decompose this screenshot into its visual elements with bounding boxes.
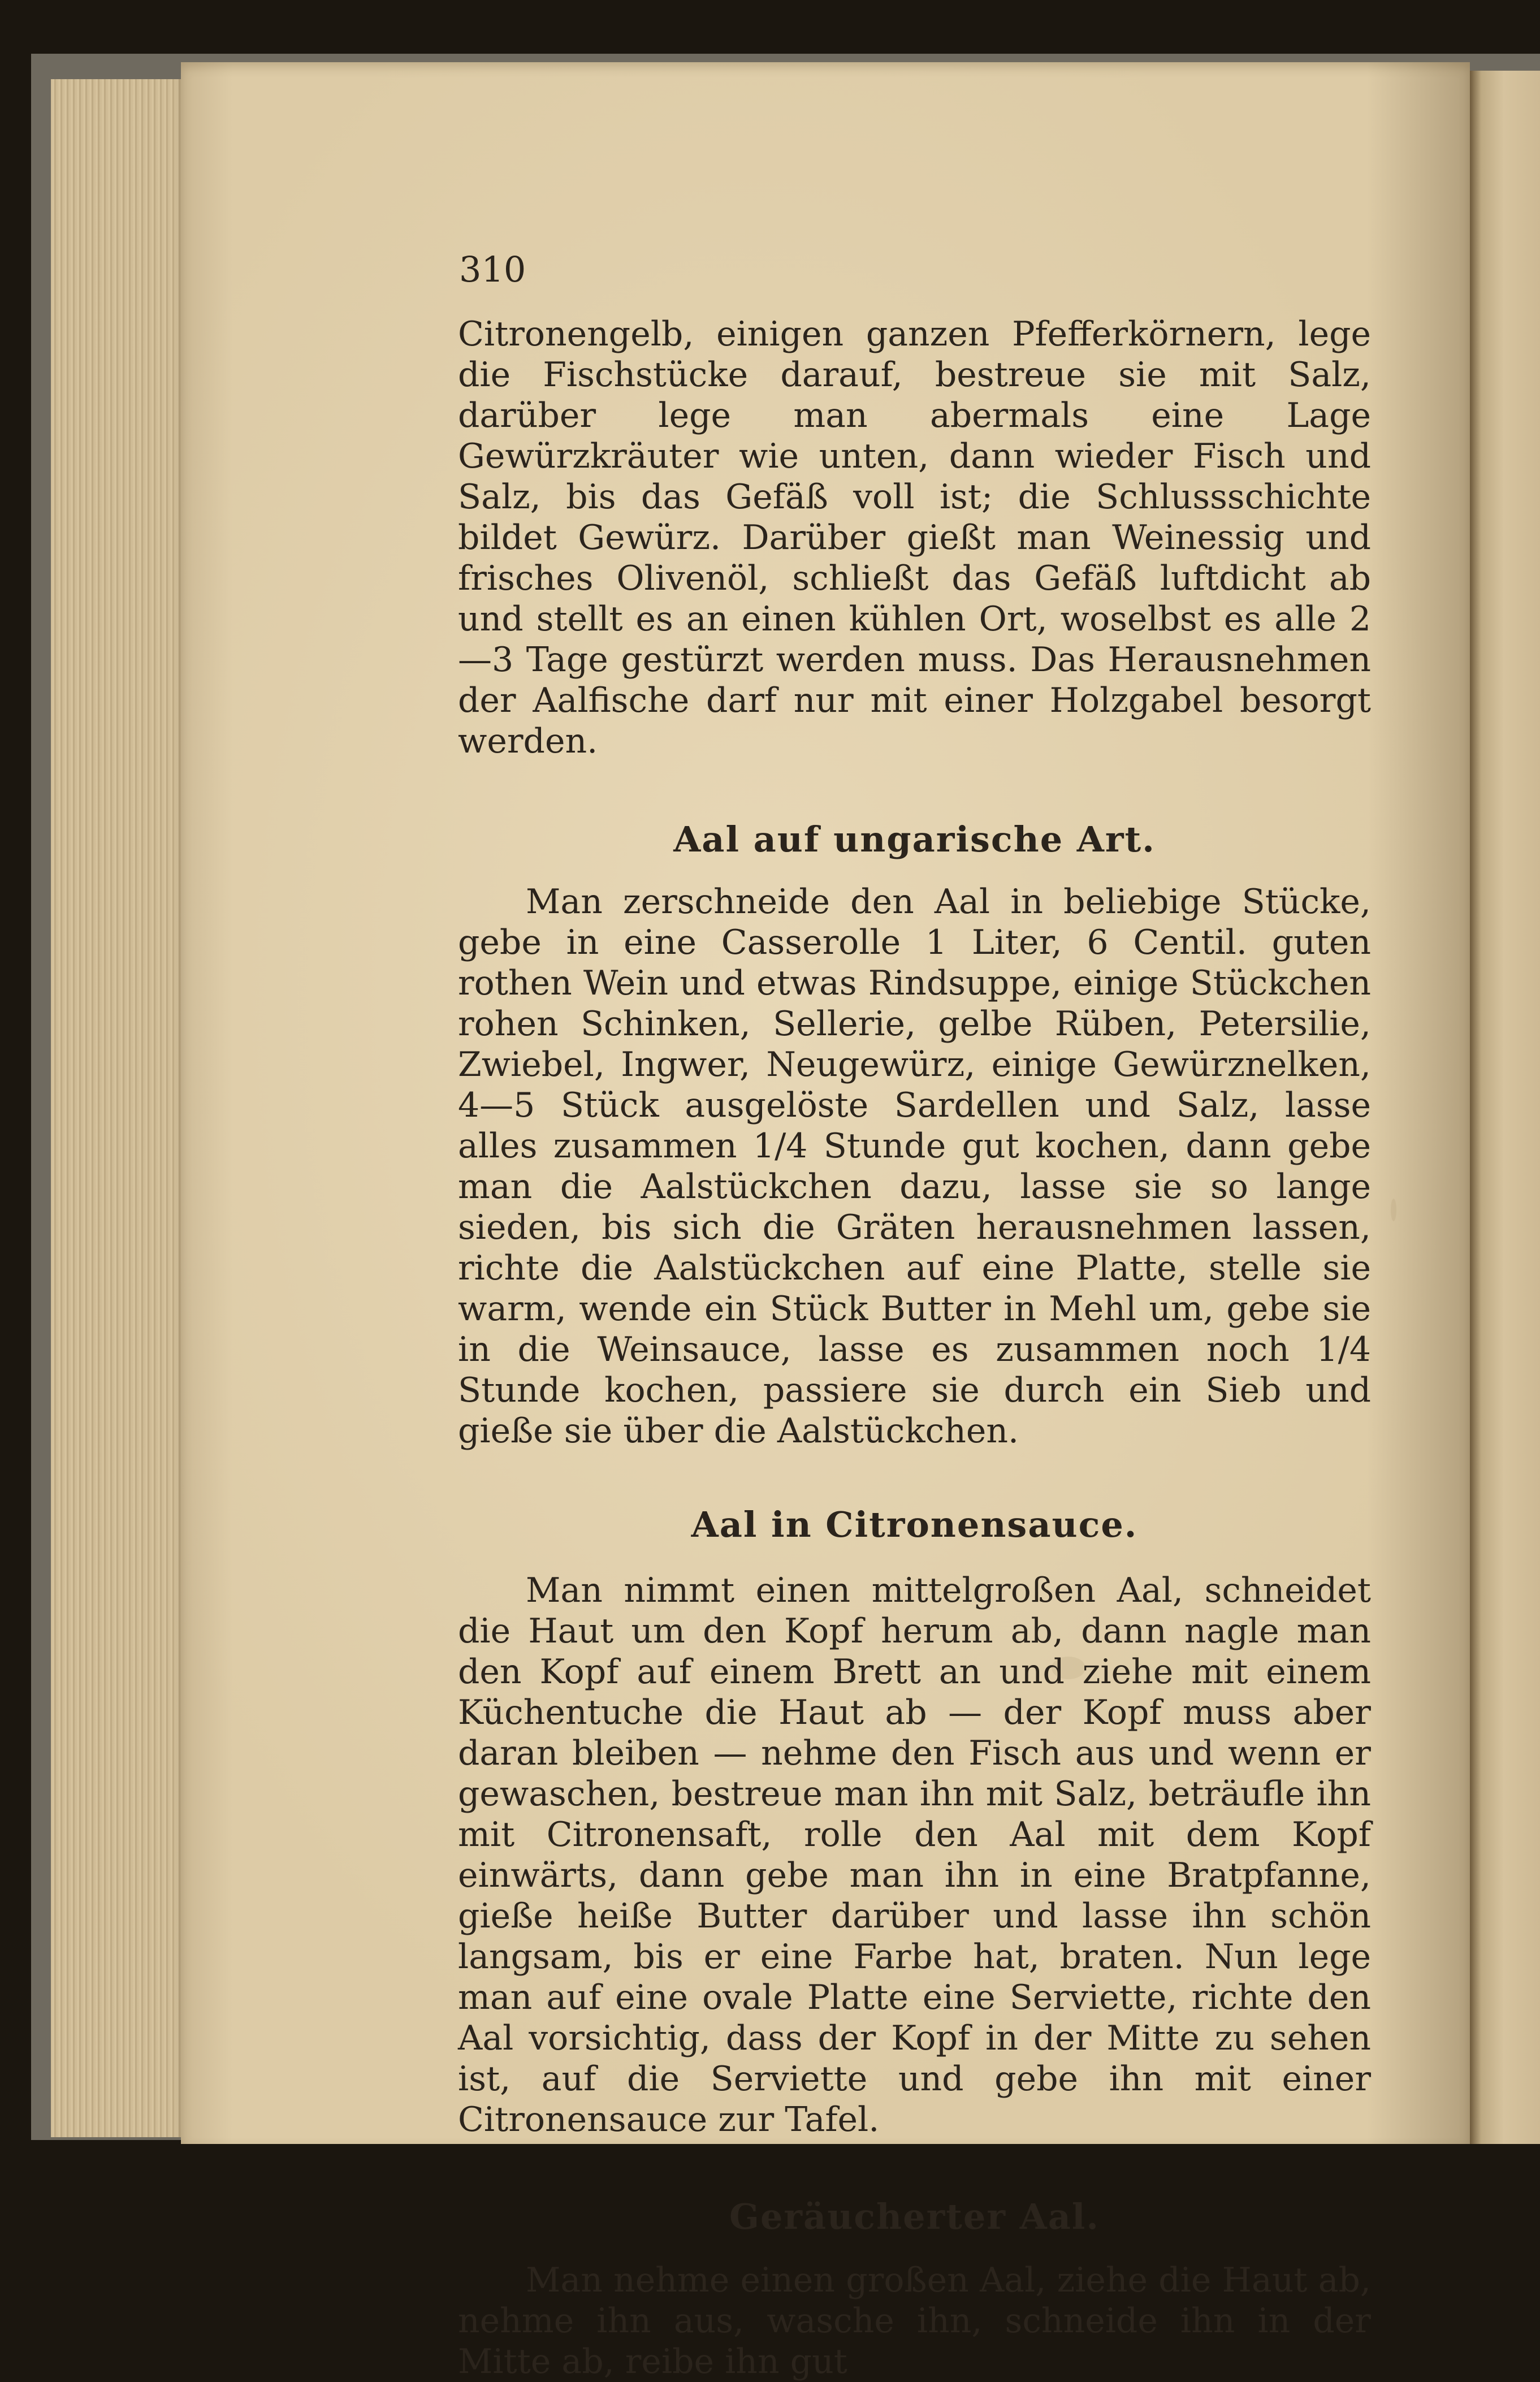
recipe-title: Aal in Citronensauce. [691,1504,1138,1545]
recipe-title: Geräucherter Aal. [729,2196,1100,2237]
recipe-title: Aal auf ungarische Art. [673,819,1156,860]
recipe-text: Man nehme einen großen Aal, ziehe die Haut ab, nehme ihn aus, wasche ihn, schneide ihn in der Mitte ab, reibe ihn gut [458,2260,1371,2381]
paper-spot [1391,1199,1396,1221]
page-text [458,314,1371,2382]
page-number: 310 [459,249,526,290]
continued-paragraph: Citronengelb, einigen ganzen Pfefferkörnern, lege die Fischstücke darauf, bestreue sie mit Salz, darüber lege man abermals eine Lage Gewürzkräuter wie unten, dann wieder Fisch und Salz, bis das Gefäß voll ist; die Schlussschichte bildet Gewürz. Darüber gießt man Weinessig und frisches Olivenöl, schließt das Gefäß luftdicht ab und stellt es an einen kühlen Ort, woselbst es alle 2—3 Tage gestürzt werden muss. Das Herausnehmen der Aalfische darf nur mit einer Holzgabel besorgt werden. [458,314,1371,761]
page-stack-edges [51,79,192,2137]
facing-page-edge [1470,71,1540,2144]
recipe-text: Man nimmt einen mittelgroßen Aal, schneidet die Haut um den Kopf herum ab, dann nagle man den Kopf auf einem Brett an und ziehe mit einem Küchentuche die Haut ab — der Kopf muss aber daran bleiben — nehme den Fisch aus und wenn er gewaschen, bestreue man ihn mit Salz, beträufle ihn mit Citronensaft, rolle den Aal mit dem Kopf einwärts, dann gebe man ihn in eine Bratpfanne, gieße heiße Butter darüber und lasse ihn schön langsam, bis er eine Farbe hat, braten. Nun lege man auf eine ovale Platte eine Serviette, richte den Aal vorsichtig, dass der Kopf in der Mitte zu sehen ist, auf die Serviette und gebe ihn mit einer Citronensauce zur Tafel. [458,1571,1371,2139]
recipe-text: Man zerschneide den Aal in beliebige Stücke, gebe in eine Casserolle 1 Liter, 6 Centil. guten rothen Wein und etwas Rindsuppe, einige Stückchen rohen Schinken, Sellerie, gelbe Rüben, Petersilie, Zwiebel, Ingwer, Neugewürz, einige Gewürznelken, 4—5 Stück ausgelöste Sardellen und Salz, lasse alles zusammen 1/4 Stunde gut kochen, dann gebe man die Aalstückchen dazu, lasse sie so lange sieden, bis sich die Gräten herausnehmen lassen, richte die Aalstückchen auf eine Platte, stelle sie warm, wende ein Stück Butter in Mehl um, gebe sie in die Weinsauce, lasse es zusammen noch 1/4 Stunde kochen, passiere sie durch ein Sieb und gieße sie über die Aalstückchen. [458,882,1371,1451]
